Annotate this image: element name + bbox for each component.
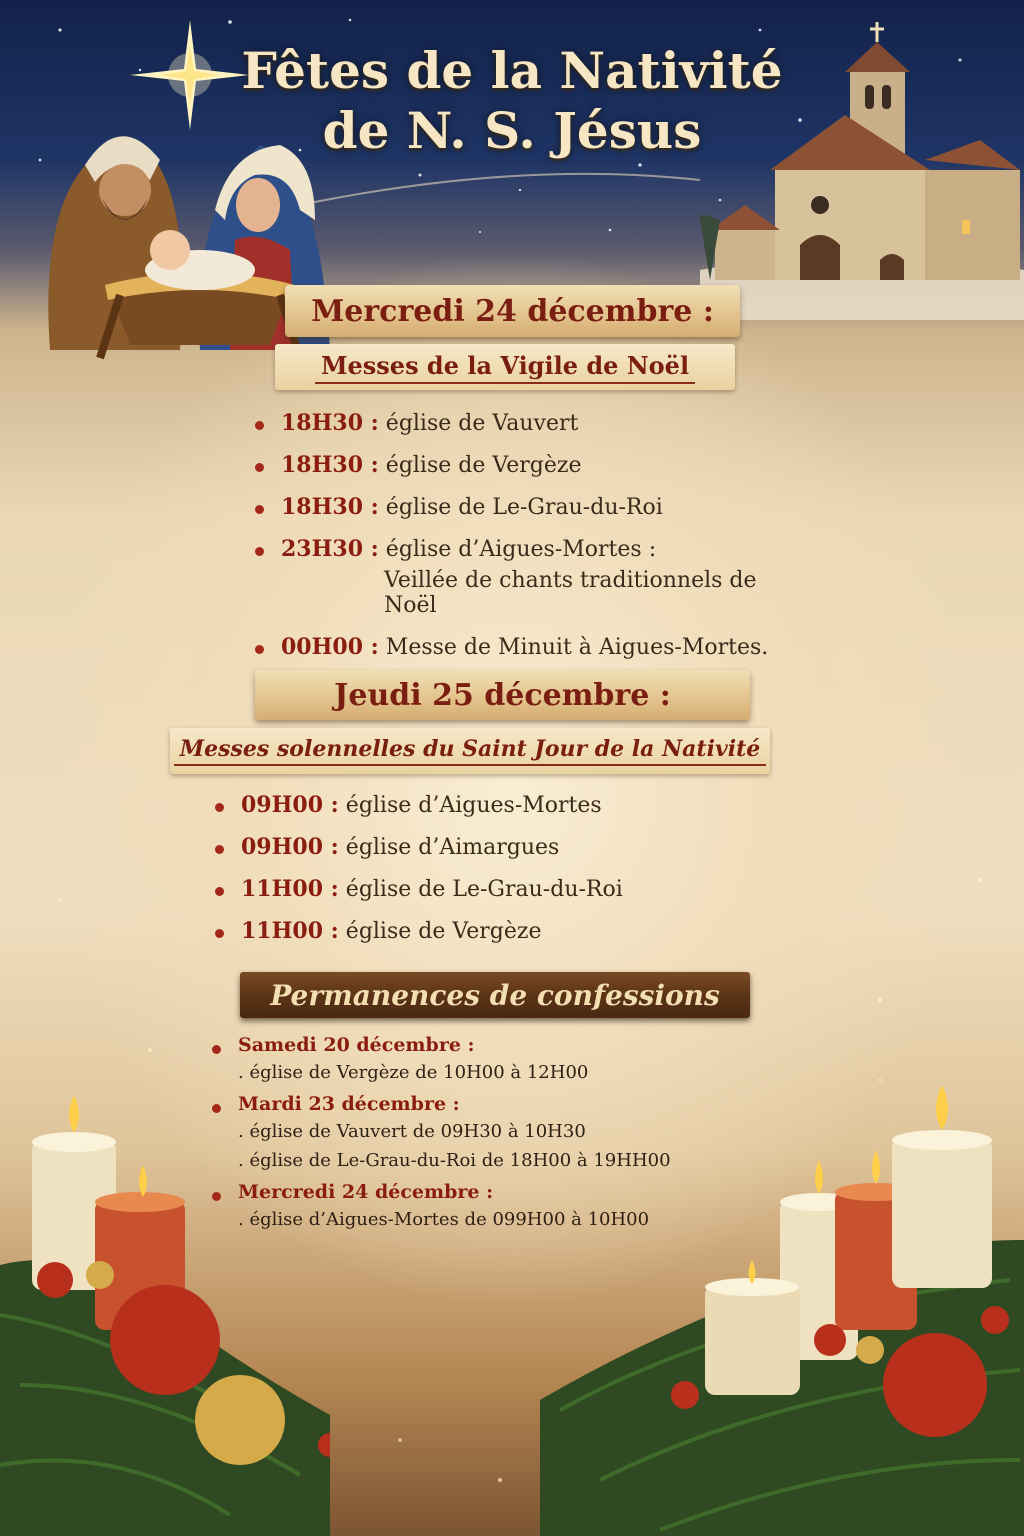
mass-location: église d’Aimargues: [345, 835, 560, 860]
mass-time: 18H30 :: [281, 410, 379, 436]
mass-time: 11H00 :: [241, 918, 339, 944]
mass-location: église de Le-Grau-du-Roi: [385, 495, 663, 520]
mass-location: église de Vergèze: [385, 453, 582, 478]
day1-subtitle-ribbon: [275, 344, 735, 390]
confessions-banner: [240, 972, 750, 1018]
confession-slot: . église de Le-Grau-du-Roi de 18H00 à 19HH00: [238, 1150, 671, 1171]
mass-location: Messe de Minuit à Aigues-Mortes.: [385, 635, 769, 660]
list-item: [255, 410, 815, 436]
mass-time: 18H30 :: [281, 494, 379, 520]
list-item: [255, 536, 815, 618]
confession-slot: . église de Vauvert de 09H30 à 10H30: [238, 1121, 586, 1142]
confession-slot: . église d’Aigues-Mortes de 099H00 à 10H00: [238, 1209, 650, 1230]
mass-location: église de Vauvert: [385, 411, 579, 436]
page-title: Fêtes de la Nativité: [241, 41, 783, 100]
page-subtitle: de N. S. Jésus: [322, 101, 702, 160]
mass-time: 23H30 :: [281, 536, 379, 562]
mass-time: 09H00 :: [241, 792, 339, 818]
mass-note: Veillée de chants traditionnels de Noël: [384, 568, 757, 618]
confession-slot: . église de Vergèze de 10H00 à 12H00: [238, 1062, 589, 1083]
mass-time: 18H30 :: [281, 452, 379, 478]
mass-time: 00H00 :: [281, 634, 379, 660]
day2-mass-list: [215, 792, 775, 944]
mass-location: église d’Aigues-Mortes :: [385, 537, 657, 562]
list-item: [255, 452, 815, 478]
mass-location: église de Vergèze: [345, 919, 542, 944]
day2-subtitle-ribbon: [170, 728, 770, 774]
list-item: [255, 634, 815, 660]
day2-subtitle: Messes solennelles du Saint Jour de la Nativité: [174, 736, 767, 766]
list-item: [215, 876, 775, 902]
list-item: [215, 792, 775, 818]
day2-banner: [255, 670, 750, 720]
day1-banner-label: Mercredi 24 décembre :: [311, 293, 714, 329]
day1-mass-list: [255, 410, 815, 660]
confession-day: Samedi 20 décembre :: [238, 1034, 475, 1056]
day2-banner-label: Jeudi 25 décembre :: [334, 677, 671, 713]
candles-icon: [0, 1085, 330, 1536]
list-item: [255, 494, 815, 520]
list-item: [212, 1034, 772, 1083]
pine-branches-icon: [540, 1080, 1024, 1536]
mass-location: église de Le-Grau-du-Roi: [345, 877, 623, 902]
confession-day: Mercredi 24 décembre :: [238, 1181, 494, 1203]
confession-day: Mardi 23 décembre :: [238, 1093, 460, 1115]
mass-location: église d’Aigues-Mortes: [345, 793, 602, 818]
list-item: [215, 918, 775, 944]
mass-time: 11H00 :: [241, 876, 339, 902]
confessions-title: Permanences de confessions: [270, 978, 720, 1012]
day1-banner: [285, 285, 740, 337]
mass-time: 09H00 :: [241, 834, 339, 860]
day1-subtitle: Messes de la Vigile de Noël: [315, 351, 695, 384]
list-item: [215, 834, 775, 860]
